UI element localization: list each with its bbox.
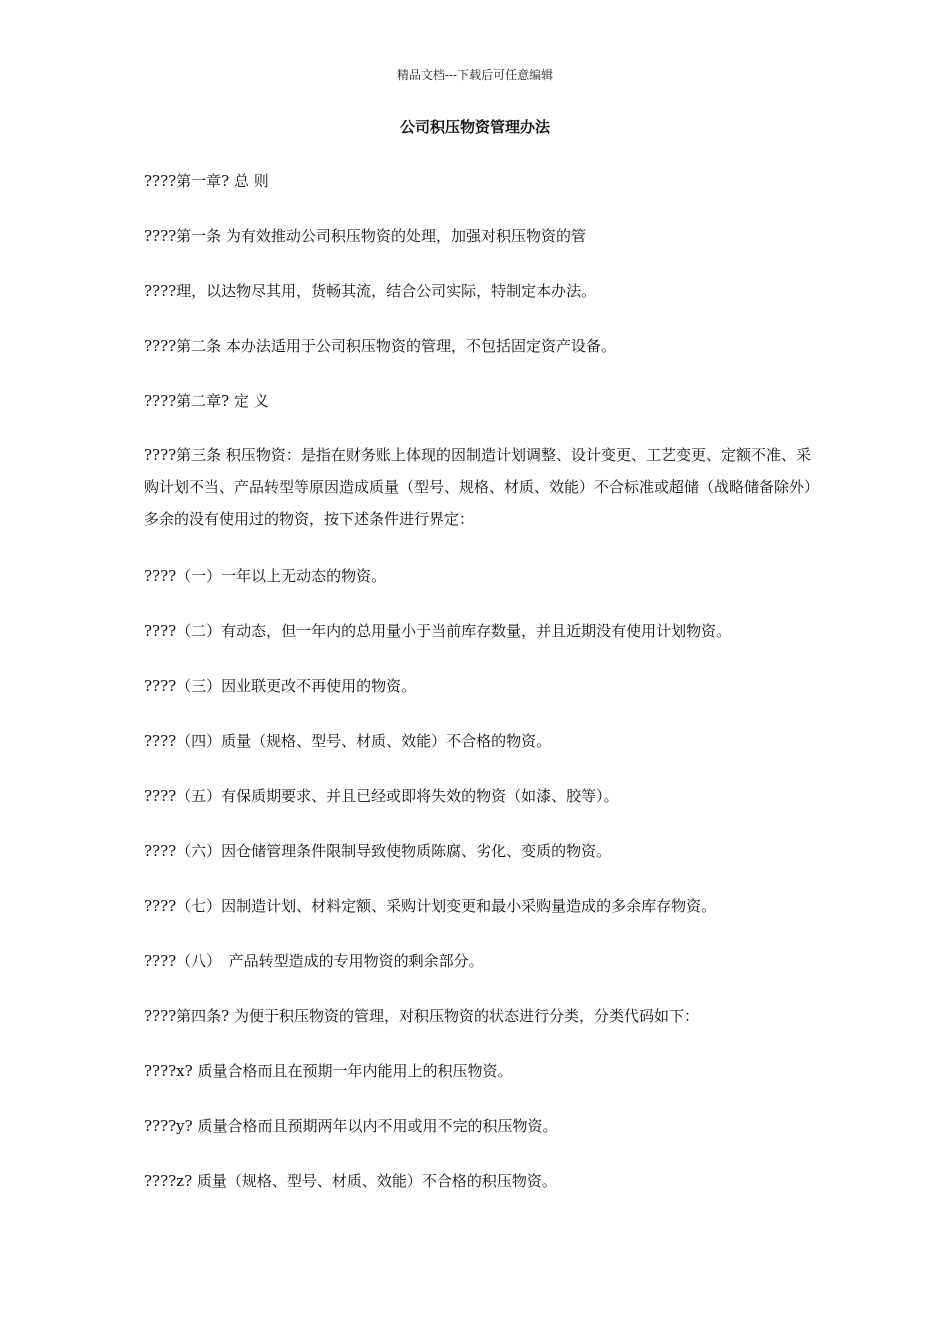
article-1-line-2: ????理，以达物尽其用，货畅其流，结合公司实际，特制定本办法。 xyxy=(144,282,597,300)
condition-2: ????（二）有动态，但一年内的总用量小于当前库存数量，并且近期没有使用计划物资。 xyxy=(144,622,732,640)
condition-1: ????（一）一年以上无动态的物资。 xyxy=(144,567,387,585)
article-2: ????第二条 本办法适用于公司积压物资的管理，不包括固定资产设备。 xyxy=(144,337,616,355)
condition-4: ????（四）质量（规格、型号、材质、效能）不合格的物资。 xyxy=(144,732,552,750)
article-3: ????第三条 积压物资：是指在财务账上体现的因制造计划调整、设计变更、工艺变更、定额不准、采购计划不当、产品转型等原因造成质量（型号、规格、材质、效能）不合标准或超储（战略储备除外）多余的没有使用过的物资，按下述条件进行界定： xyxy=(144,446,812,528)
chapter-1-heading: ????第一章? 总 则 xyxy=(144,172,269,190)
condition-5: ????（五）有保质期要求、并且已经或即将失效的物资（如漆、胶等）。 xyxy=(144,787,619,805)
condition-3: ????（三）因业联更改不再使用的物资。 xyxy=(144,677,417,695)
condition-8: ????（八） 产品转型造成的专用物资的剩余部分。 xyxy=(144,952,484,970)
class-z: ????z? 质量（规格、型号、材质、效能）不合格的积压物资。 xyxy=(144,1172,557,1190)
article-4: ????第四条? 为便于积压物资的管理，对积压物资的状态进行分类，分类代码如下： xyxy=(144,1007,699,1025)
chapter-2-heading: ????第二章? 定 义 xyxy=(144,392,269,410)
class-x: ????x? 质量合格而且在预期一年内能用上的积压物资。 xyxy=(144,1062,513,1080)
condition-6: ????（六）因仓储管理条件限制导致使物质陈腐、劣化、变质的物资。 xyxy=(144,842,612,860)
article-1-line-1: ????第一条 为有效推动公司积压物资的处理，加强对积压物资的管 xyxy=(144,227,586,245)
class-y: ????y? 质量合格而且预期两年以内不用或用不完的积压物资。 xyxy=(144,1117,558,1135)
condition-7: ????（七）因制造计划、材料定额、采购计划变更和最小采购量造成的多余库存物资。 xyxy=(144,897,717,915)
page-header: 精品文档---下载后可任意编辑 xyxy=(396,68,554,82)
document-title: 公司积压物资管理办法 xyxy=(399,118,550,136)
